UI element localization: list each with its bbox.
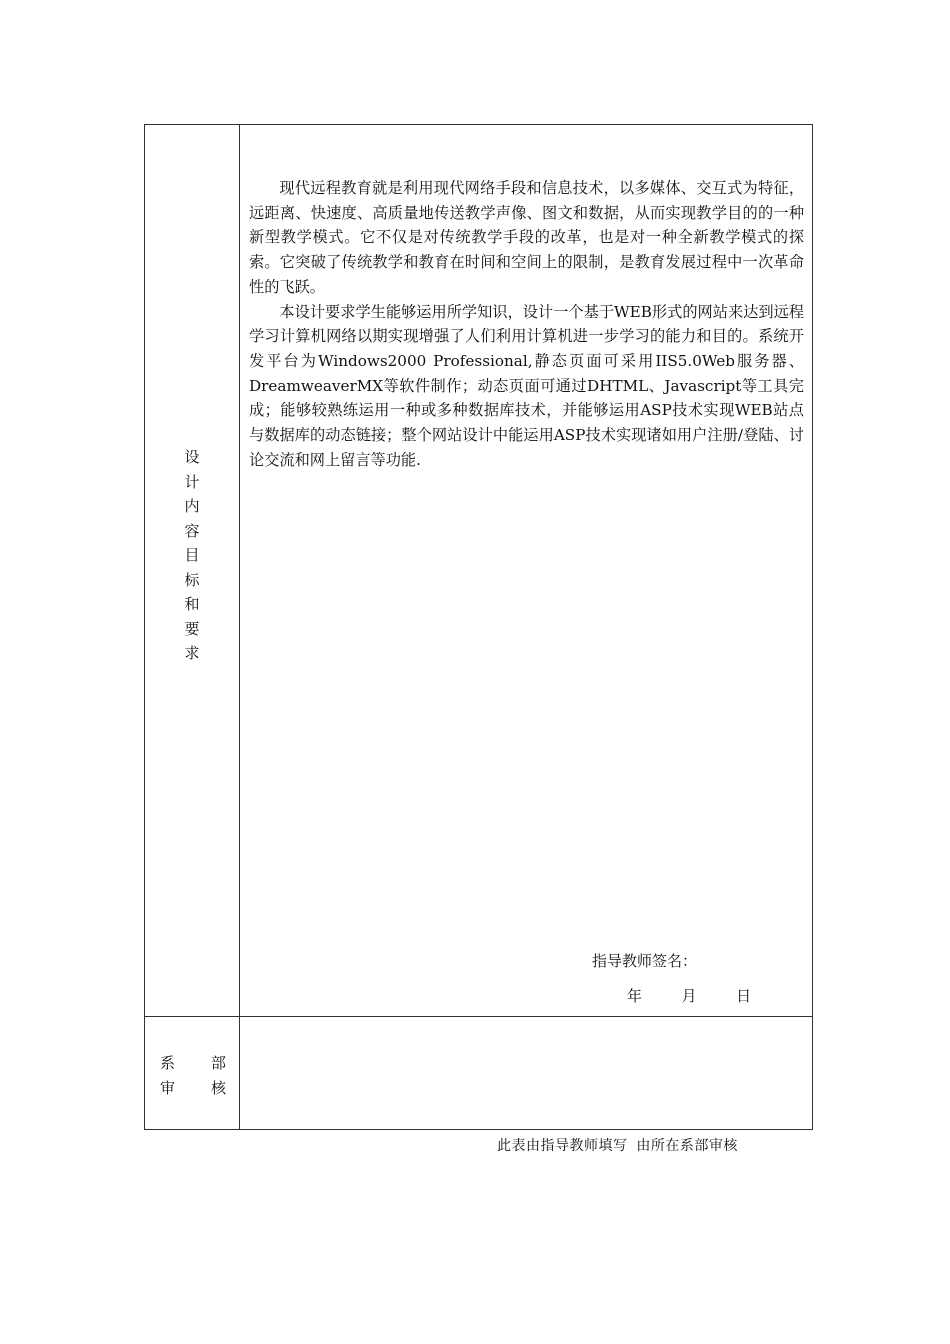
dept-label-char: 部 — [210, 1054, 226, 1072]
dept-label-char: 审 — [160, 1079, 176, 1097]
section-label-char: 容 — [184, 521, 200, 540]
section-label-char: 要 — [184, 619, 200, 638]
date-month: 月 — [681, 987, 697, 1005]
content-paragraph: 本设计要求学生能够运用所学知识，设计一个基于WEB形式的网站来达到远程学习计算机网络以期实现增强了人们利用计算机进一步学习的能力和目的。系统开发平台为Windows2000 Professional,静态页面可采用IIS5.0Web服务器、DreamweaverMX等软件制作；动态页面可通过DHTML、Javascript等工具完成；能够较熟练运用一种或多种数据库技术，并能够运用ASP技术实现WEB站点与数据库的动态链接；整个网站设计中能运用ASP技术实现诸如用户注册/登陆、讨论交流和网上留言等功能. — [249, 302, 804, 469]
section-label-char: 计 — [184, 472, 200, 491]
section-label-char: 目 — [184, 546, 200, 564]
dept-label-char: 系 — [160, 1054, 176, 1072]
section-label-char: 标 — [184, 570, 200, 589]
dept-label-char: 核 — [210, 1079, 226, 1097]
date-year: 年 — [627, 987, 643, 1005]
section-label-char: 内 — [184, 497, 200, 515]
date-day: 日 — [736, 987, 752, 1005]
section-label-char: 设 — [184, 448, 200, 466]
section-label — [145, 445, 239, 666]
content-paragraph: 现代远程教育就是利用现代网络手段和信息技术，以多媒体、交互式为特征，远距离、快速度、高质量地传送教学声像、图文和数据，从而实现教学目的的一种新型教学模式。它不仅是对传统教学手段的改革，也是对一种全新教学模式的探索。它突破了传统教学和教育在时间和空间上的限制，是教育发展过程中一次革命性的飞跃。 — [249, 179, 804, 296]
form-table — [144, 124, 813, 1130]
section-label-char: 求 — [184, 644, 200, 662]
design-content — [249, 176, 804, 472]
column-divider — [239, 125, 240, 1129]
signature-label: 指导教师签名： — [592, 952, 698, 970]
footer-note: 此表由指导教师填写 由所在系部审核 — [497, 1138, 738, 1154]
dept-review-label — [160, 1051, 226, 1101]
date-line — [627, 985, 751, 1006]
section-label-char: 和 — [184, 595, 200, 613]
row-divider — [145, 1016, 812, 1017]
